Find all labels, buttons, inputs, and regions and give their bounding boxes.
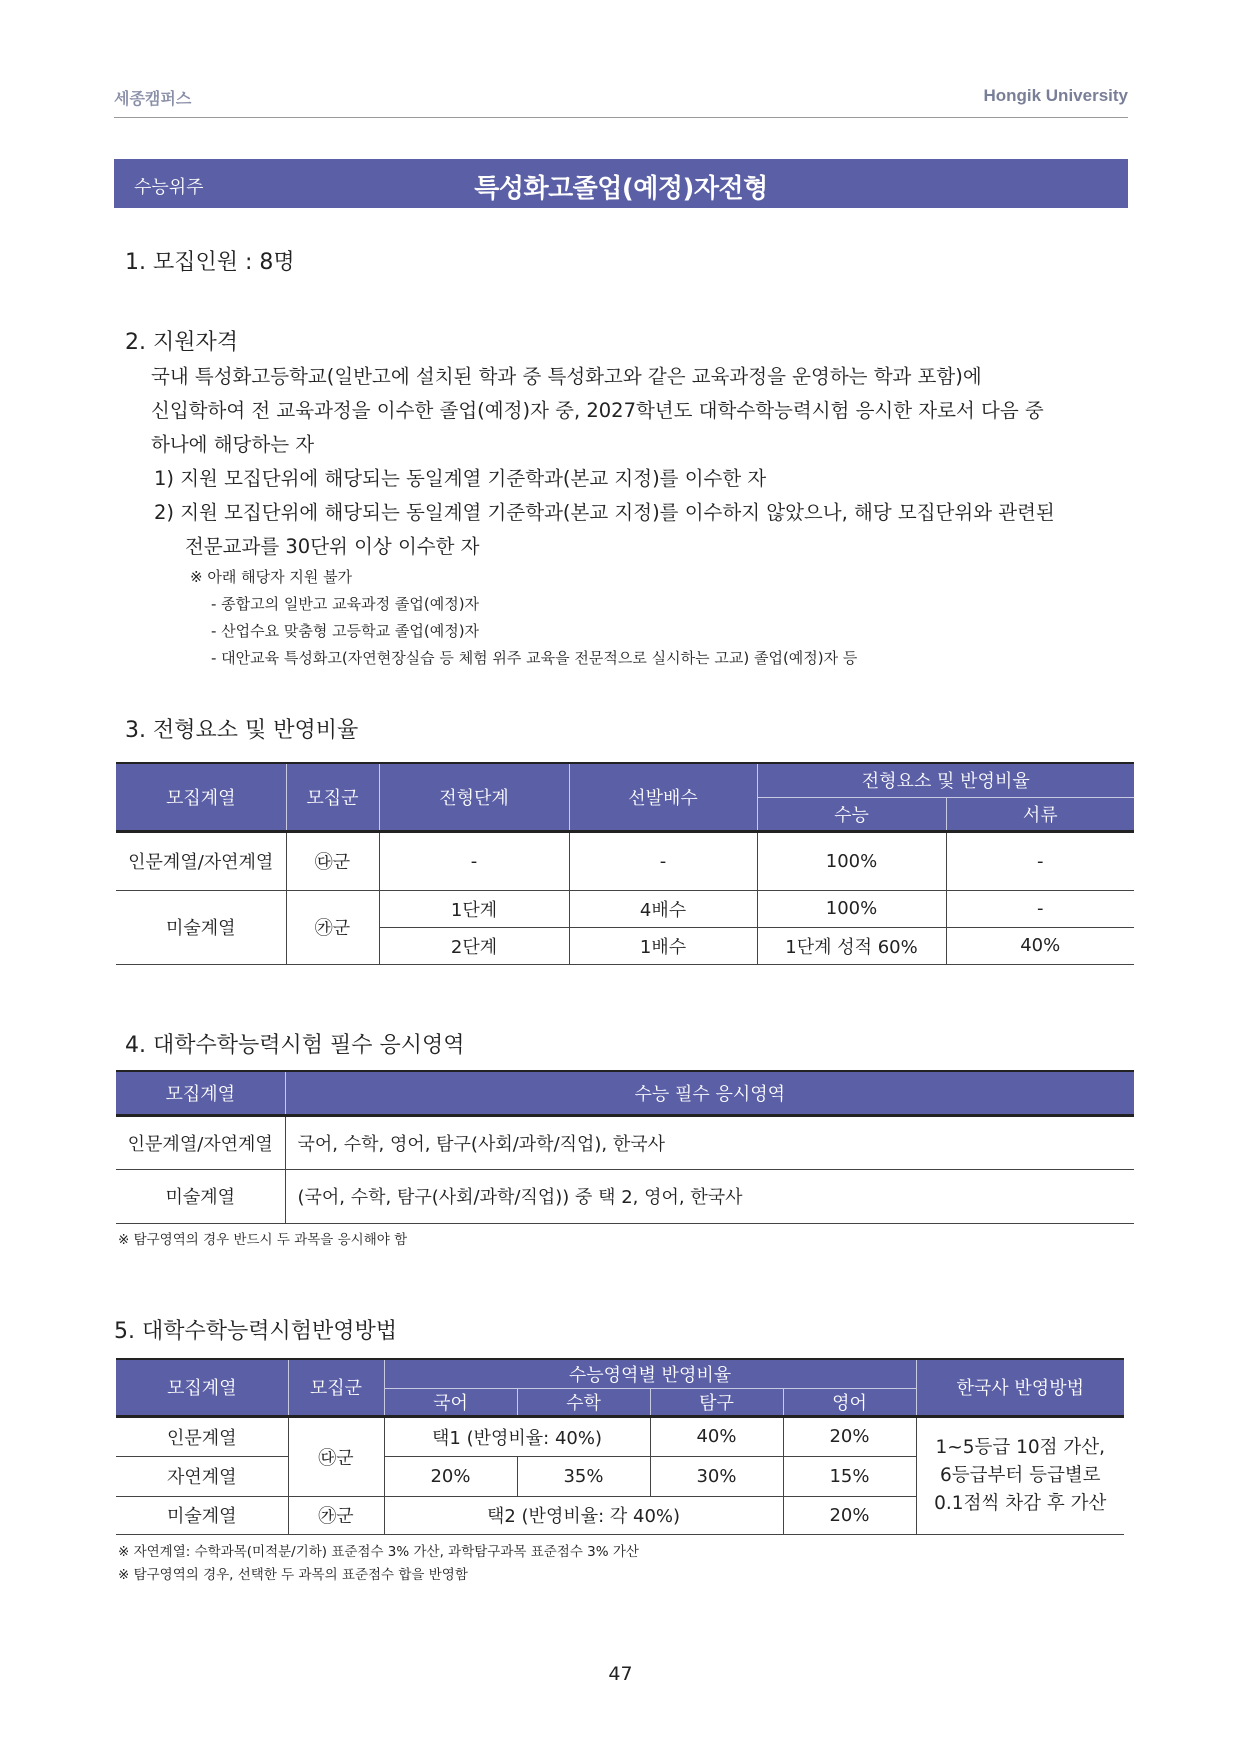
history-line: 6등급부터 등급별로: [939, 1464, 1101, 1486]
cell-gun: ㉰군: [286, 831, 379, 890]
header-suneung: 수능: [757, 797, 946, 831]
reflection-method-table: [116, 1358, 1124, 1535]
cell-suneung: 100%: [757, 831, 946, 890]
table-row: [116, 1115, 1134, 1169]
header-history: 한국사 반영방법: [916, 1359, 1124, 1416]
banner-category: 수능위주: [134, 177, 204, 198]
cell-group: 인문계열: [116, 1416, 288, 1456]
cell-group: 인문계열/자연계열: [116, 831, 286, 890]
header-gun: 모집군: [288, 1359, 384, 1416]
header-divider: [114, 117, 1128, 118]
cell-group: 인문계열/자연계열: [116, 1115, 285, 1169]
header-docs: 서류: [946, 797, 1134, 831]
page-title: 특성화고졸업(예정)자전형: [474, 174, 768, 204]
header-group: 모집계열: [116, 1071, 285, 1115]
cell-group: 미술계열: [116, 1496, 288, 1534]
cell-areas: 국어, 수학, 영어, 탐구(사회/과학/직업), 한국사: [285, 1115, 1134, 1169]
cell-korean: 20%: [384, 1456, 517, 1496]
page-number: 47: [608, 1663, 633, 1685]
cell-history: [916, 1416, 1124, 1534]
section-2-title: 2. 지원자격: [125, 330, 238, 355]
cell-group: 미술계열: [116, 1169, 285, 1223]
header-math: 수학: [517, 1388, 650, 1416]
table-row: [116, 1416, 1124, 1456]
cell-areas: (국어, 수학, 탐구(사회/과학/직업)) 중 택 2, 영어, 한국사: [285, 1169, 1134, 1223]
cell-combined: 택2 (반영비율: 각 40%): [384, 1496, 783, 1534]
cell-ratio: 4배수: [569, 890, 757, 927]
eligibility-paragraph: [151, 360, 1111, 462]
table-row: [116, 1169, 1134, 1223]
header-group: 모집계열: [116, 1359, 288, 1416]
eligibility-item-2-cont: 전문교과를 30단위 이상 이수한 자: [185, 535, 480, 558]
exclusion-note: - 종합고의 일반고 교육과정 졸업(예정)자: [211, 595, 480, 613]
cell-gun: ㉰군: [288, 1416, 384, 1496]
section-5-note: ※ 자연계열: 수학과목(미적분/기하) 표준점수 3% 가산, 과학탐구과목 표준점수 3% 가산: [118, 1544, 639, 1560]
university-name: Hongik University: [983, 86, 1128, 105]
header-ratio: 수능영역별 반영비율: [384, 1359, 916, 1388]
cell-suneung: 1단계 성적 60%: [757, 927, 946, 964]
eligibility-line: 국내 특성화고등학교(일반고에 설치된 학과 중 특성화고와 같은 교육과정을 운영하는 학과 포함)에: [151, 365, 982, 388]
cell-math: 35%: [517, 1456, 650, 1496]
section-4-note: ※ 탐구영역의 경우 반드시 두 과목을 응시해야 함: [118, 1232, 408, 1248]
eligibility-item-1: 1) 지원 모집단위에 해당되는 동일계열 기준학과(본교 지정)를 이수한 자: [154, 467, 767, 490]
header-areas: 수능 필수 응시영역: [285, 1071, 1134, 1115]
campus-label: 세종캠퍼스: [114, 89, 192, 108]
header-inquiry: 탐구: [650, 1388, 783, 1416]
table-row: [116, 890, 1134, 927]
section-5-note: ※ 탐구영역의 경우, 선택한 두 과목의 표준점수 합을 반영함: [118, 1567, 468, 1583]
required-areas-table: [116, 1070, 1134, 1224]
cell-docs: 40%: [946, 927, 1134, 964]
cell-english: 20%: [783, 1416, 916, 1456]
eligibility-item-2: 2) 지원 모집단위에 해당되는 동일계열 기준학과(본교 지정)를 이수하지 않았으나, 해당 모집단위와 관련된: [154, 501, 1055, 524]
header-group: 모집계열: [116, 763, 286, 831]
header-gun: 모집군: [286, 763, 379, 831]
cell-gun: ㉮군: [288, 1496, 384, 1534]
selection-elements-table: [116, 762, 1134, 965]
header-ratio: 선발배수: [569, 763, 757, 831]
cell-english: 15%: [783, 1456, 916, 1496]
cell-group: 자연계열: [116, 1456, 288, 1496]
history-line: 0.1점씩 차감 후 가산: [934, 1492, 1107, 1514]
cell-ratio: 1배수: [569, 927, 757, 964]
header-stage: 전형단계: [379, 763, 569, 831]
eligibility-line: 신입학하여 전 교육과정을 이수한 졸업(예정)자 중, 2027학년도 대학수학능력시험 응시한 자로서 다음 중: [151, 399, 1044, 422]
section-1-title: 1. 모집인원 : 8명: [125, 250, 295, 275]
cell-inquiry: 40%: [650, 1416, 783, 1456]
section-5-title: 5. 대학수학능력시험반영방법: [114, 1319, 398, 1344]
cell-gun: ㉮군: [286, 890, 379, 964]
cell-group: 미술계열: [116, 890, 286, 964]
cell-ratio: -: [569, 831, 757, 890]
header-elements: 전형요소 및 반영비율: [757, 763, 1134, 797]
exclusion-note: - 대안교육 특성화고(자연현장실습 등 체험 위주 교육을 전문적으로 실시하는 고교) 졸업(예정)자 등: [211, 649, 858, 667]
cell-suneung: 100%: [757, 890, 946, 927]
header-english: 영어: [783, 1388, 916, 1416]
cell-stage: 1단계: [379, 890, 569, 927]
history-line: 1~5등급 10점 가산,: [935, 1436, 1106, 1458]
cell-korean-math: 택1 (반영비율: 40%): [384, 1416, 650, 1456]
cell-inquiry: 30%: [650, 1456, 783, 1496]
eligibility-line: 하나에 해당하는 자: [151, 433, 315, 456]
title-banner: [114, 159, 1128, 208]
section-4-title: 4. 대학수학능력시험 필수 응시영역: [125, 1033, 465, 1058]
cell-stage: 2단계: [379, 927, 569, 964]
exclusion-note-title: ※ 아래 해당자 지원 불가: [190, 568, 353, 586]
cell-docs: -: [946, 831, 1134, 890]
header-korean: 국어: [384, 1388, 517, 1416]
exclusion-note: - 산업수요 맞춤형 고등학교 졸업(예정)자: [211, 622, 480, 640]
cell-stage: -: [379, 831, 569, 890]
cell-docs: -: [946, 890, 1134, 927]
table-row: [116, 831, 1134, 890]
section-3-title: 3. 전형요소 및 반영비율: [125, 718, 359, 743]
cell-english: 20%: [783, 1496, 916, 1534]
